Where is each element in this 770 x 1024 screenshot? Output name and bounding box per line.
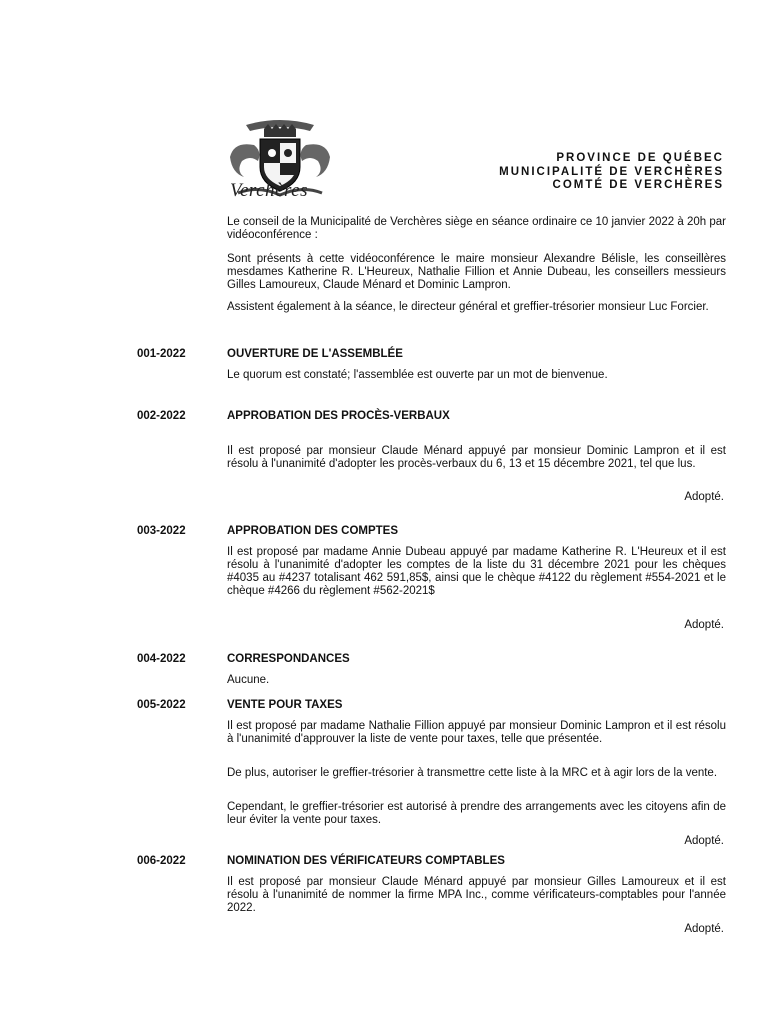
resolution-paragraph: Le quorum est constaté; l'assemblée est ouverte par un mot de bienvenue. [227,369,608,381]
adopted-label: Adopté. [684,923,724,935]
resolution-number: 002-2022 [137,410,186,422]
resolution-number: 006-2022 [137,855,186,867]
adopted-label: Adopté. [684,491,724,503]
resolution-number: 003-2022 [137,525,186,537]
resolution-title: VENTE POUR TAXES [227,699,343,711]
resolution-paragraph: Il est proposé par monsieur Claude Ménard appuyé par monsieur Gilles Lamoureux et il est résolu à l'unanimité de nommer la firme MPA Inc., comme vérificateurs-comptables pour l'année 2022. [227,876,726,914]
intro-paragraph: Le conseil de la Municipalité de Verchères siège en séance ordinaire ce 10 janvier 2022 à 20h par vidéoconférence : [227,216,726,241]
adopted-label: Adopté. [684,619,724,631]
header-province: PROVINCE DE QUÉBEC [556,152,724,164]
adopted-label: Adopté. [684,835,724,847]
resolution-title: NOMINATION DES VÉRIFICATEURS COMPTABLES [227,855,505,867]
logo-script-text: Verchères [230,180,309,201]
resolution-number: 004-2022 [137,653,186,665]
resolution-title: CORRESPONDANCES [227,653,350,665]
resolution-paragraph: Il est proposé par monsieur Claude Ménard appuyé par monsieur Dominic Lampron et il est résolu à l'unanimité d'adopter les procès-verbaux du 6, 13 et 15 décembre 2021, tel que lus. [227,445,726,470]
resolution-paragraph: Il est proposé par madame Annie Dubeau appuyé par madame Katherine R. L'Heureux et il est résolu à l'unanimité d'adopter les comptes de la liste du 31 décembre 2021 pour les chèques #4035 au #4237 totalisant 462 591,85$, ainsi que le chèque #4122 du règlement #554-2021 et le chèque #4266 du règlement #562-2021$ [227,546,726,597]
resolution-number: 001-2022 [137,348,186,360]
resolution-title: OUVERTURE DE L'ASSEMBLÉE [227,348,403,360]
resolution-paragraph: Aucune. [227,674,270,686]
header-municipality: MUNICIPALITÉ DE VERCHÈRES [499,165,724,178]
resolution-paragraph: Cependant, le greffier-trésorier est autorisé à prendre des arrangements avec les citoyens afin de leur éviter la vente pour taxes. [227,801,726,826]
resolution-title: APPROBATION DES PROCÈS-VERBAUX [227,410,450,422]
attendance-paragraph: Sont présents à cette vidéoconférence le maire monsieur Alexandre Bélisle, les conseillères mesdames Katherine R. L'Heureux, Nathalie Fillion et Annie Dubeau, les conseillers messieurs Gilles Lamoureux, Claude Ménard et Dominic Lampron. [227,253,726,291]
resolution-paragraph: Il est proposé par madame Nathalie Fillion appuyé par monsieur Dominic Lampron et il est résolu à l'unanimité d'approuver la liste de vente pour taxes, telle que présentée. [227,720,726,745]
resolution-paragraph: De plus, autoriser le greffier-trésorier à transmettre cette liste à la MRC et à agir lors de la vente. [227,767,718,779]
resolution-title: APPROBATION DES COMPTES [227,525,399,537]
resolution-number: 005-2022 [137,699,186,711]
header-county: COMTÉ DE VERCHÈRES [552,179,724,191]
also-present-paragraph: Assistent également à la séance, le directeur général et greffier-trésorier monsieur Luc Forcier. [227,301,709,313]
document-header [499,152,724,193]
